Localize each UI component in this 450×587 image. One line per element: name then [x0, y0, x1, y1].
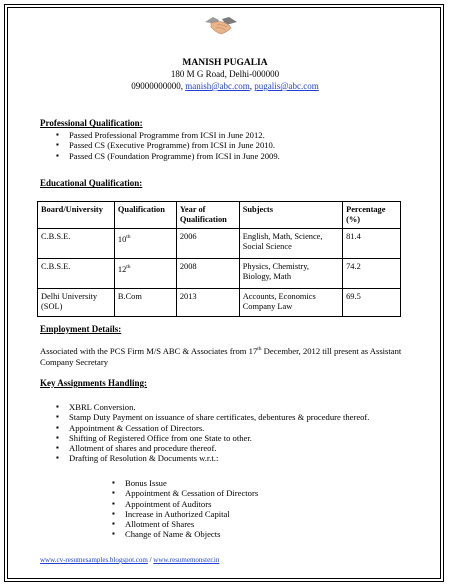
- list-item: ▪ Shifting of Registered Office from one State to other.: [56, 433, 426, 443]
- table-row: [38, 229, 401, 259]
- cell-subjects: English, Math, Science, Social Science: [239, 229, 342, 259]
- list-item: ▪ Allotment of shares and procedure thereof.: [56, 443, 426, 453]
- cell-board: Delhi University (SOL): [38, 289, 115, 317]
- list-item: ▪ XBRL Conversion.: [56, 402, 426, 412]
- cell-board: C.B.S.E.: [38, 229, 115, 259]
- educational-heading: Educational Qualification:: [40, 178, 143, 188]
- list-item: ▪ Drafting of Resolution & Documents w.r.t.:: [56, 453, 426, 463]
- cell-subjects: Physics, Chemistry, Biology, Math: [239, 259, 342, 289]
- list-item: ▪ Passed CS (Executive Programme) from ICSI in June 2010.: [56, 140, 280, 150]
- list-item: ▪ Passed CS (Foundation Programme) from ICSI in June 2009.: [56, 151, 280, 161]
- footer-link-2[interactable]: www.resumemonster.in: [153, 556, 220, 564]
- cell-year: 2013: [176, 289, 239, 317]
- list-item: ▪ Increase in Authorized Capital: [112, 509, 258, 519]
- candidate-name: MANISH PUGALIA: [182, 58, 268, 68]
- assignments-heading: Key Assignments Handling:: [40, 378, 148, 388]
- phone: 09000000000,: [131, 81, 186, 91]
- cell-qualification: 10th: [114, 229, 176, 259]
- assignments-sublist: [112, 478, 258, 540]
- professional-heading: Professional Qualification:: [40, 118, 143, 128]
- contact-line: [0, 81, 450, 92]
- col-header-percentage: Percentage (%): [343, 202, 401, 229]
- email-link-1[interactable]: manish@abc.com: [185, 81, 250, 91]
- col-header-qualification: Qualification: [114, 202, 176, 229]
- cell-subjects: Accounts, Economics Company Law: [239, 289, 342, 317]
- cell-year: 2006: [176, 229, 239, 259]
- employment-text: Associated with the PCS Firm M/S ABC & Associates from 17th December, 2012 till present as Assistant Company Secretary: [40, 345, 402, 367]
- list-item: ▪ Bonus Issue: [112, 478, 258, 488]
- cell-percentage: 81.4: [343, 229, 401, 259]
- footer-links: [40, 556, 219, 564]
- education-table: [37, 201, 401, 317]
- email-link-2[interactable]: pugalis@abc.com: [254, 81, 319, 91]
- cell-qualification: 12th: [114, 259, 176, 289]
- list-item: ▪ Appointment & Cessation of Directors.: [56, 423, 426, 433]
- col-header-board: Board/University: [38, 202, 115, 229]
- assignments-list: [56, 402, 426, 464]
- table-row: [38, 259, 401, 289]
- employment-heading: Employment Details:: [40, 324, 122, 334]
- professional-list: [56, 130, 280, 161]
- col-header-year: Year of Qualification: [176, 202, 239, 229]
- table-header-row: [38, 202, 401, 229]
- cell-year: 2008: [176, 259, 239, 289]
- footer-separator: /: [147, 556, 154, 564]
- list-item: ▪ Stamp Duty Payment on issuance of share certificates, debentures & procedure thereof.: [56, 412, 426, 422]
- list-item: ▪ Appointment of Auditors: [112, 499, 258, 509]
- list-item: ▪ Change of Name & Objects: [112, 529, 258, 539]
- handshake-icon: [203, 12, 239, 38]
- footer-link-1[interactable]: www.cv-resumesamples.blogspot.com: [40, 556, 148, 564]
- table-row: [38, 289, 401, 317]
- cell-board: C.B.S.E.: [38, 259, 115, 289]
- col-header-subjects: Subjects: [239, 202, 342, 229]
- list-item: ▪ Appointment & Cessation of Directors: [112, 488, 258, 498]
- cell-percentage: 74.2: [343, 259, 401, 289]
- cell-qualification: B.Com: [114, 289, 176, 317]
- email-separator: ,: [249, 81, 255, 91]
- address: 180 M G Road, Delhi-000000: [170, 69, 280, 79]
- list-item: ▪ Allotment of Shares: [112, 519, 258, 529]
- cell-percentage: 69.5: [343, 289, 401, 317]
- list-item: ▪ Passed Professional Programme from ICSI in June 2012.: [56, 130, 280, 140]
